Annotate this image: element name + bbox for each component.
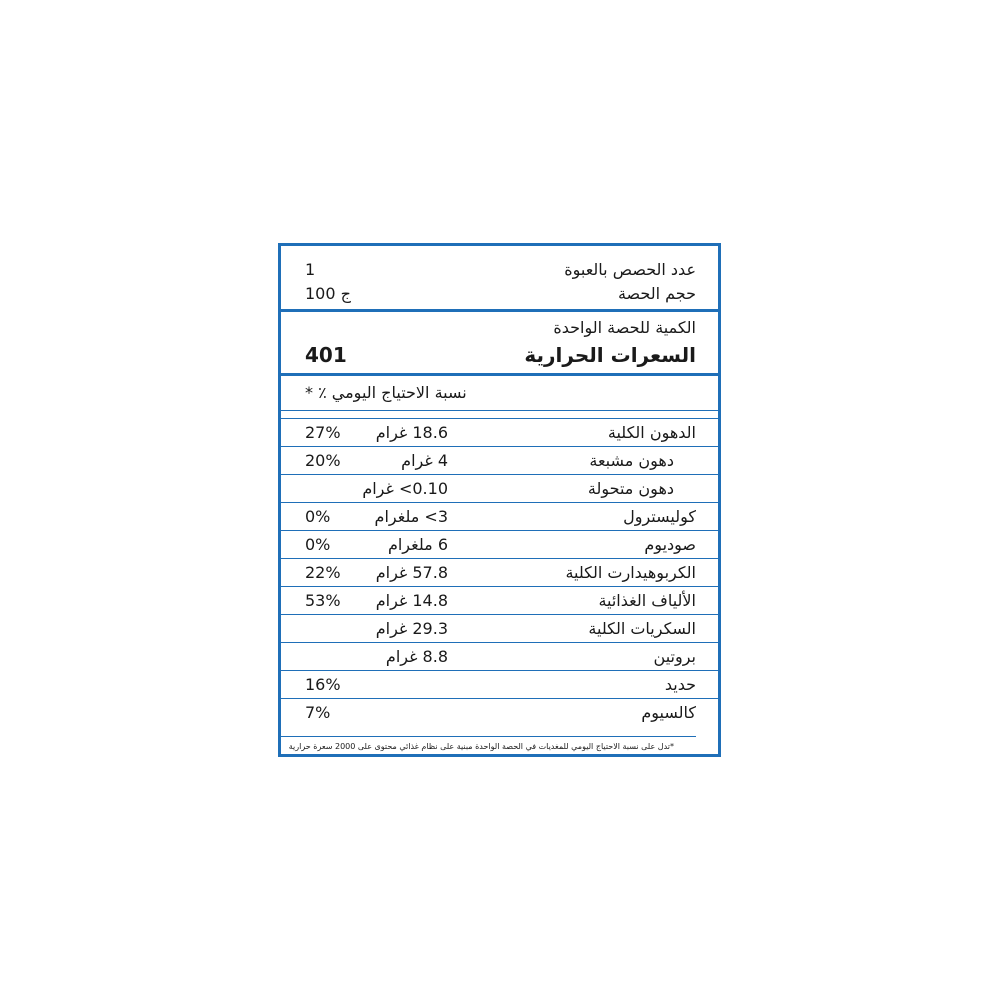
nutrient-daily-value: 53% [305,591,341,610]
nutrition-facts-panel [278,243,721,757]
nutrient-row [281,698,718,726]
nutrient-name: دهون مشبعة [589,451,674,470]
serving-section [281,246,718,312]
nutrient-row [281,670,718,698]
nutrient-daily-value: 22% [305,563,341,582]
nutrient-daily-value: 0% [305,535,331,554]
nutrient-name: كوليسترول [623,507,696,526]
nutrient-row [281,558,718,586]
nutrient-amount: 0.10> غرام [362,479,448,498]
nutrient-name: صوديوم [644,535,696,554]
nutrient-daily-value: 27% [305,423,341,442]
nutrient-name: الكربوهيدارت الكلية [565,563,696,582]
nutrient-name: الألياف الغذائية [598,591,696,610]
nutrient-daily-value: 0% [305,507,331,526]
nutrient-name: كالسيوم [641,703,696,722]
servings-per-container-label: عدد الحصص بالعبوة [564,260,696,279]
daily-value-header [281,376,718,411]
calories-section [281,312,718,376]
nutrient-row [281,642,718,670]
nutrient-row [281,446,718,474]
nutrient-amount: 6 ملغرام [387,535,448,554]
nutrient-amount: 3> ملغرام [374,507,448,526]
nutrient-row [281,474,718,502]
footnote: *تدل على نسبة الاحتياج اليومي للمغديات في الحصة الواحدة مبنية على نظام غذائي محتوى على 2000 سعرة حرارية [281,736,696,751]
amount-per-serving-label: الكمية للحصة الواحدة [553,318,696,337]
nutrient-row [281,418,718,446]
nutrient-daily-value: 16% [305,675,341,694]
nutrient-daily-value: 7% [305,703,331,722]
nutrient-amount: 14.8 غرام [375,591,448,610]
nutrient-table [281,418,718,726]
nutrient-row [281,502,718,530]
nutrient-row [281,586,718,614]
daily-value-header-text: نسبة الاحتياج اليومي ٪ * [305,383,467,402]
nutrient-name: الدهون الكلية [607,423,696,442]
nutrient-amount: 57.8 غرام [375,563,448,582]
nutrient-name: السكريات الكلية [588,619,696,638]
nutrient-amount: 18.6 غرام [375,423,448,442]
nutrient-amount: 4 غرام [401,451,448,470]
nutrient-daily-value: 20% [305,451,341,470]
nutrient-name: بروتين [653,647,696,666]
nutrient-name: حديد [664,675,696,694]
serving-size-value: 100 ج [305,284,351,303]
calories-title: السعرات الحرارية [524,343,696,367]
nutrient-amount: 8.8 غرام [385,647,448,666]
nutrient-row [281,614,718,642]
servings-per-container-value: 1 [305,260,316,279]
nutrient-row [281,530,718,558]
calories-value: 401 [305,343,347,367]
serving-size-label: حجم الحصة [617,284,696,303]
nutrient-name: دهون متحولة [587,479,674,498]
nutrient-amount: 29.3 غرام [375,619,448,638]
